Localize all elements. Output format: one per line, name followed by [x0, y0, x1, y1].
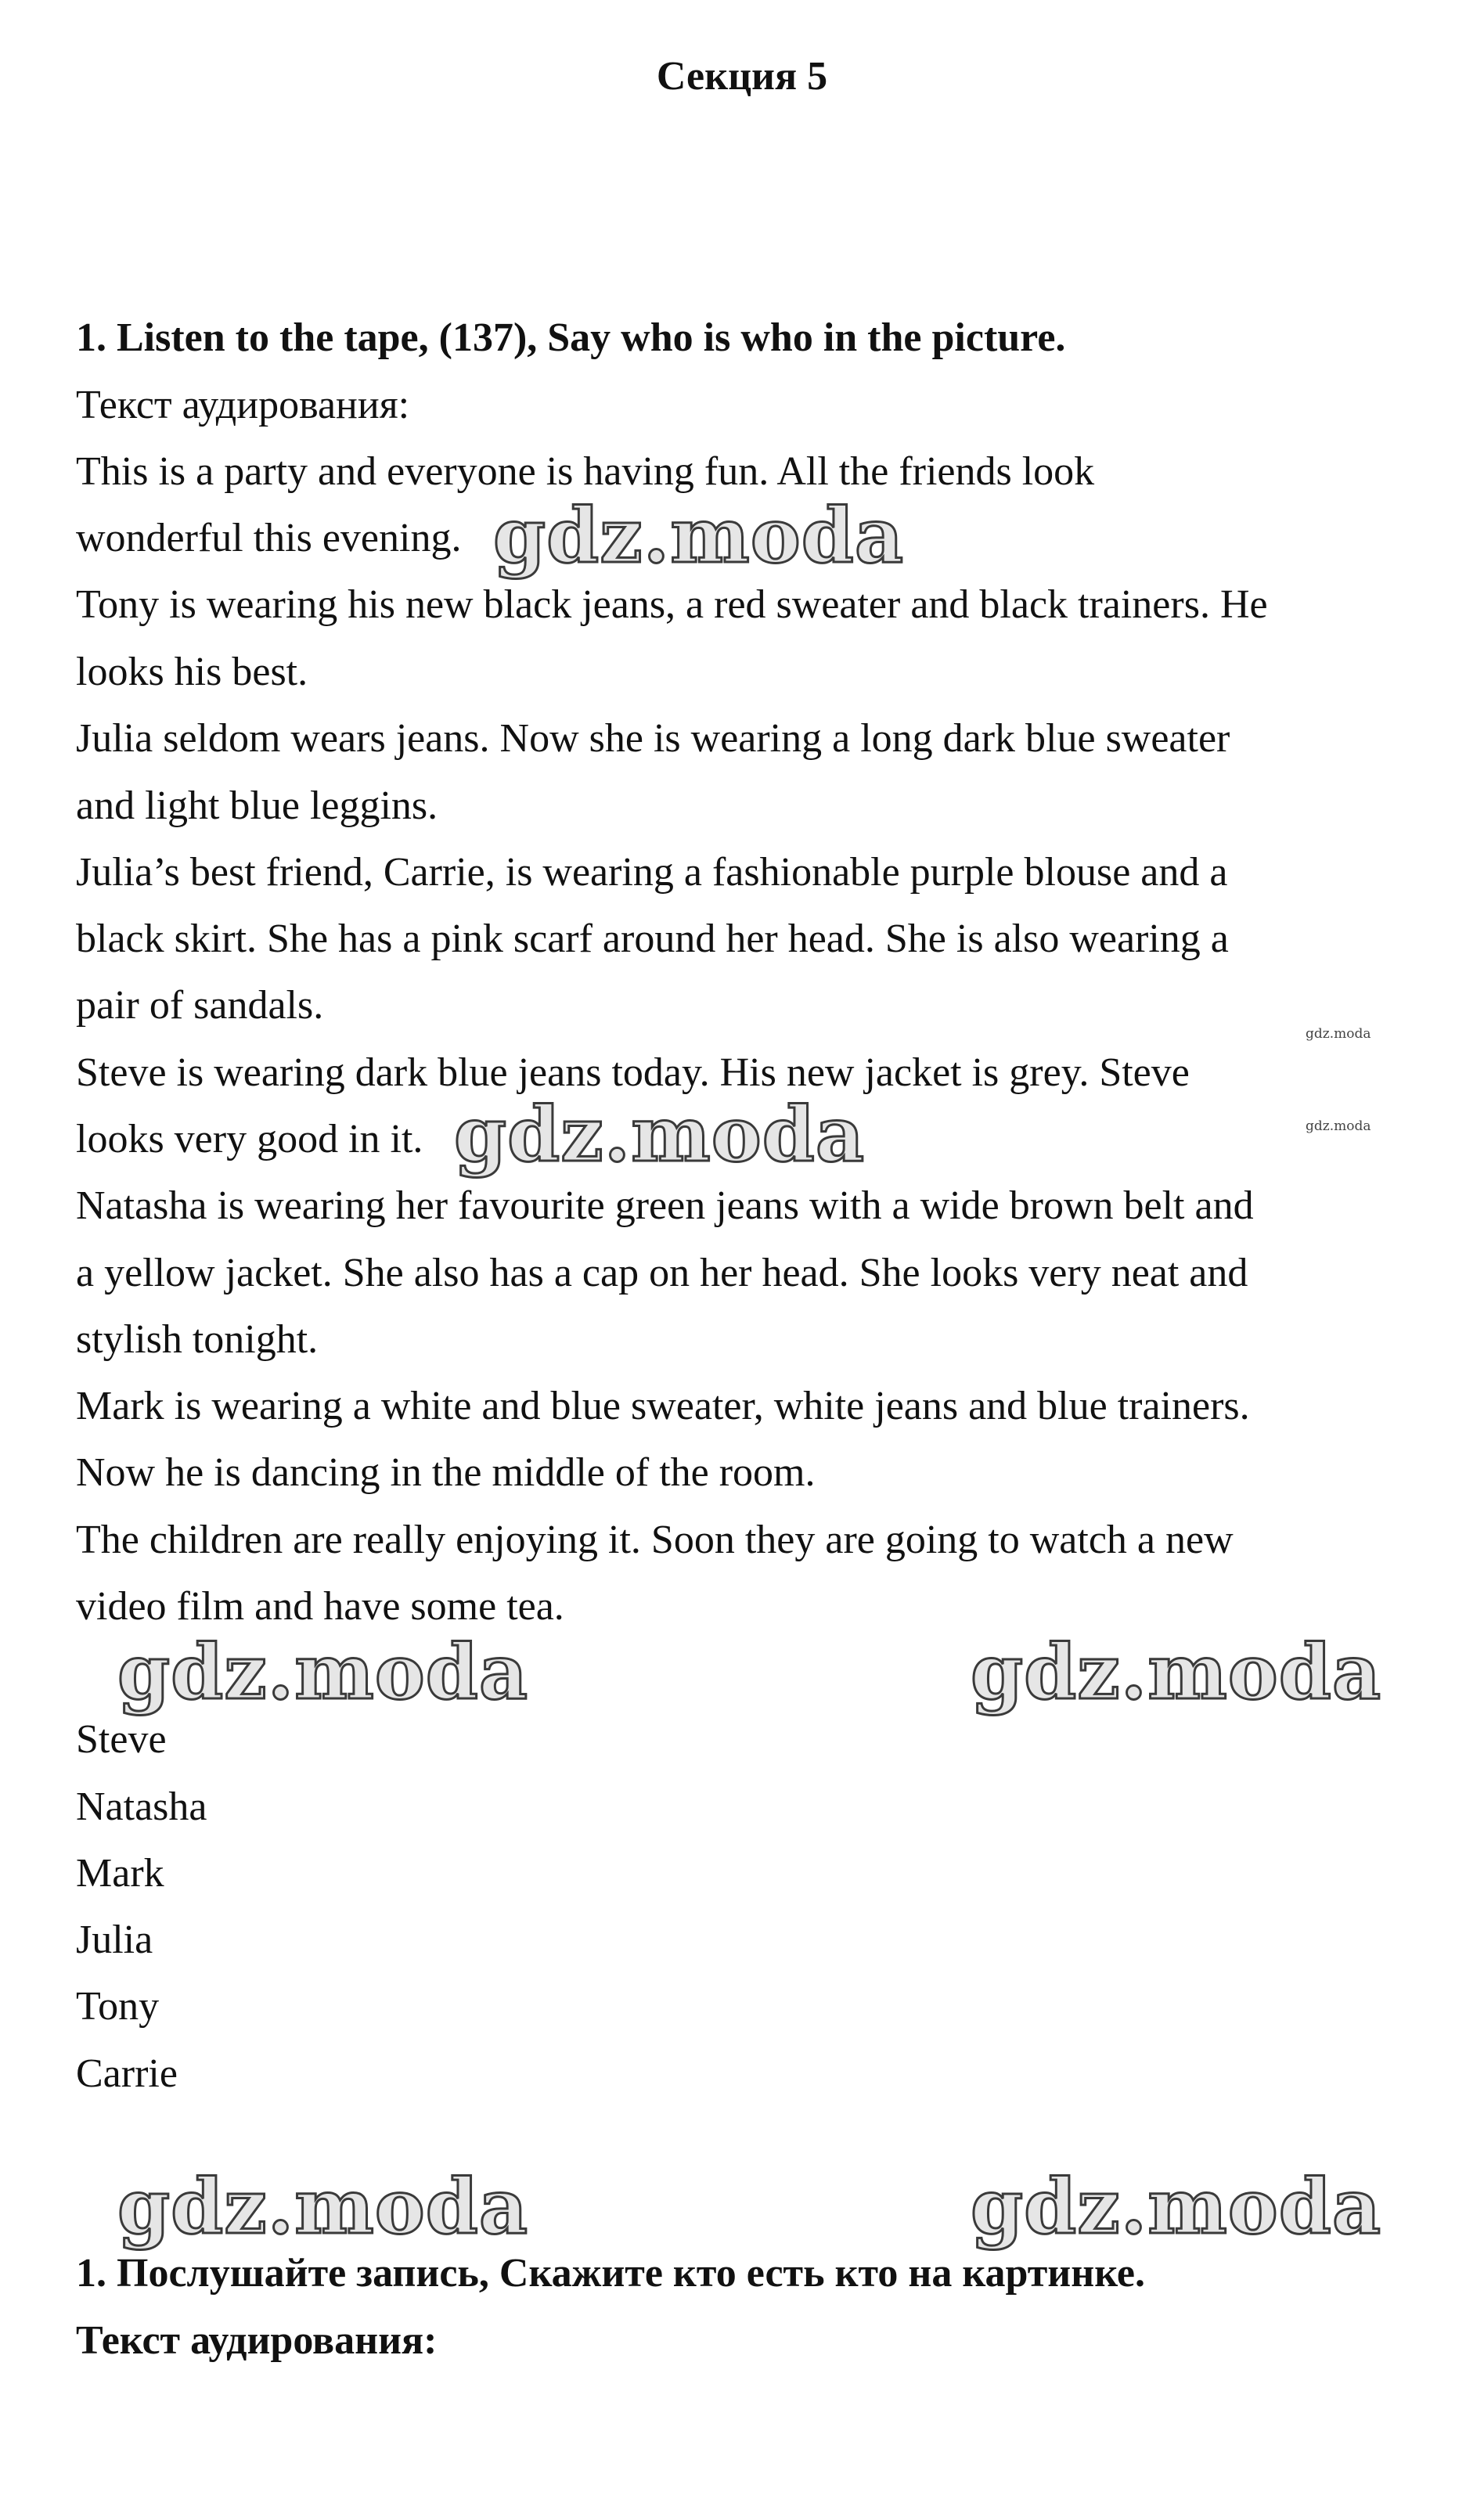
transcript-line: a yellow jacket. She also has a cap on her head. She looks very neat and — [76, 1251, 1248, 1295]
transcript-label-en: Текст аудирования: — [76, 383, 410, 427]
transcript-line: Natasha is wearing her favourite green jeans with a wide brown belt and — [76, 1183, 1254, 1228]
transcript-line: This is a party and everyone is having fun. All the friends look — [76, 449, 1095, 494]
watermark: gdz.moda — [493, 492, 905, 580]
transcript-line: stylish tonight. — [76, 1317, 319, 1362]
name-item: Tony — [76, 1984, 160, 2029]
watermark: gdz.moda — [971, 1628, 1382, 1716]
watermark: gdz.moda — [117, 1628, 529, 1716]
transcript-line: video film and have some tea. — [76, 1584, 564, 1629]
transcript-line: looks his best. — [76, 650, 308, 694]
transcript-line: Steve is wearing dark blue jeans today. His new jacket is grey. Steve — [76, 1050, 1190, 1095]
transcript-line: wonderful this evening. — [76, 516, 462, 560]
transcript-line: Tony is wearing his new black jeans, a red sweater and black trainers. He — [76, 582, 1268, 627]
name-item: Julia — [76, 1918, 153, 1962]
watermark-small: gdz.moda — [1306, 1026, 1371, 1042]
transcript-line: Julia’s best friend, Carrie, is wearing a fashionable purple blouse and a — [76, 850, 1228, 895]
transcript-line: Now he is dancing in the middle of the room. — [76, 1450, 816, 1495]
task-heading-ru: 1. Послушайте запись, Скажите кто есть кто на картинке. — [76, 2251, 1145, 2296]
transcript-line: The children are really enjoying it. Soon they are going to watch a new — [76, 1518, 1234, 1562]
transcript-line: looks very good in it. — [76, 1117, 423, 1161]
task-heading-en: 1. Listen to the tape, (137), Say who is who in the picture. — [76, 315, 1066, 360]
transcript-line: and light blue leggins. — [76, 783, 438, 828]
name-item: Natasha — [76, 1784, 207, 1829]
transcript-line: Julia seldom wears jeans. Now she is wearing a long dark blue sweater — [76, 716, 1230, 761]
transcript-line: Mark is wearing a white and blue sweater, white jeans and blue trainers. — [76, 1384, 1250, 1428]
name-item: Mark — [76, 1851, 164, 1896]
watermark: gdz.moda — [971, 2162, 1382, 2251]
name-item: Carrie — [76, 2051, 178, 2096]
watermark: gdz.moda — [117, 2162, 529, 2251]
name-item: Steve — [76, 1717, 167, 1762]
section-title: Секция 5 — [656, 54, 828, 99]
watermark: gdz.moda — [454, 1090, 866, 1179]
watermark-small: gdz.moda — [1306, 1118, 1371, 1134]
transcript-label-ru: Текст аудирования: — [76, 2318, 438, 2363]
transcript-line: black skirt. She has a pink scarf around her head. She is also wearing a — [76, 916, 1229, 961]
transcript-line: pair of sandals. — [76, 983, 324, 1028]
